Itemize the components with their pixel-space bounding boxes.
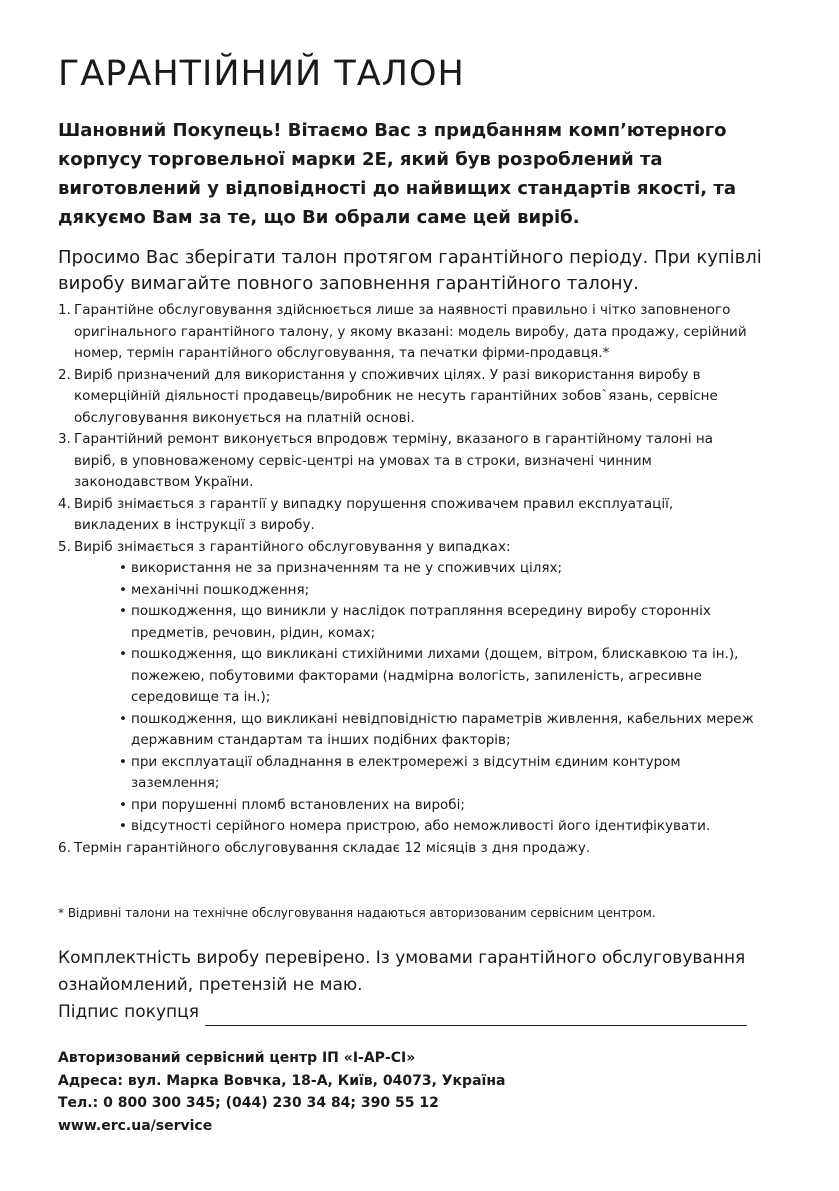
term-item [58,300,758,365]
term-item [58,838,758,860]
term-text: Гарантійне обслуговування здійснюється лише за наявності правильно і чітко заповненого оригінального гарантійного талону, у якому вказані: модель виробу, дата продажу, серійний номер, термін гарантійного обслуговування, та печатки фірми-продавця.* [74,302,747,361]
exclusion-item: • при експлуатації обладнання в електромережі з відсутнім єдиним контуром заземлення; [119,752,758,795]
buyer-confirmation [58,945,748,1026]
term-number: 2. [58,366,71,383]
exclusion-item: • механічні пошкодження; [119,580,758,602]
footnote: * Відривні талони на технічне обслуговування надаються авторизованим сервісним центром. [58,906,656,920]
term-number: 4. [58,495,71,512]
service-center-phones: Тел.: 0 800 300 345; (044) 230 34 84; 390 55 12 [58,1095,439,1111]
term-number: 1. [58,302,71,318]
term-number: 5. [58,538,71,555]
term-number: 6. [58,839,71,856]
term-text: Термін гарантійного обслуговування складає 12 місяців з дня продажу. [74,839,591,856]
exclusion-item: • використання не за призначенням та не у споживчих цілях; [119,558,758,580]
signature-label: Підпис покупця [58,1002,199,1022]
keep-coupon-request: Просимо Вас зберігати талон протягом гарантійного періоду. При купівлі виробу вимагайте повного заповнення гарантійного талону. [58,247,762,294]
signature-line[interactable] [205,1007,747,1026]
service-center-address: Адреса: вул. Марка Вовчка, 18-А, Київ, 04073, Україна [58,1072,506,1089]
greeting-paragraph: Шановний Покупець! Вітаємо Вас з придбанням комп’ютерного корпусу торговельної марки 2E, який був розроблений та виготовлений у відповідності до найвищих стандартів якості, та дякуємо Вам за те, що Ви обрали саме цей виріб. [58,120,736,228]
warranty-terms-list [58,300,758,859]
term-item [58,429,758,494]
term-number: 3. [58,431,71,447]
service-center-info [58,1047,658,1137]
exclusion-item: • пошкодження, що викликані невідповідністю параметрів живлення, кабельних мереж державним стандартам та інших подібних факторів; [119,709,758,752]
exclusion-item: • відсутності серійного номера пристрою, або неможливості його ідентифікувати. [119,816,758,838]
term-item [58,494,758,537]
term-text: Гарантійний ремонт виконується впродовж терміну, вказаного в гарантійному талоні на виріб, в уповноваженому сервіс-центрі на умовах та в строки, визначені чинним законодавством України. [74,431,714,490]
exclusion-item: • пошкодження, що виникли у наслідок потрапляння всередину виробу сторонніх предметів, речовин, рідин, комах; [119,601,758,644]
exclusion-item: • при порушенні пломб встановлених на виробі; [119,795,758,817]
term-text: Виріб знімається з гарантії у випадку порушення споживачем правил експлуатації, викладених в інструкції з виробу. [74,495,674,533]
exclusions-list [74,558,758,838]
exclusion-item: • пошкодження, що викликані стихійними лихами (дощем, вітром, блискавкою та ін.), пожежею, побутовими факторами (надмірна вологість, запиленість, агресивне середовище та ін.); [119,644,758,709]
confirmation-text: Комплектність виробу перевірено. Із умовами гарантійного обслуговування ознайомлений, претензій не маю. [58,948,746,995]
term-item [58,537,758,838]
term-item [58,365,758,430]
term-text: Виріб знімається з гарантійного обслуговування у випадках: [74,538,511,555]
service-center-name: Авторизований сервісний центр ІП «І-АР-СІ» [58,1050,416,1066]
page-title: ГАРАНТІЙНИЙ ТАЛОН [58,54,465,94]
signature-row [58,999,748,1026]
term-text: Виріб призначений для використання у споживчих цілях. У разі використання виробу в комерційній діяльності продавець/виробник не несуть гарантійних зобов`язань, сервісне обслуговування виконується на платній основі. [74,366,718,426]
service-center-url[interactable]: www.erc.ua/service [58,1117,213,1134]
